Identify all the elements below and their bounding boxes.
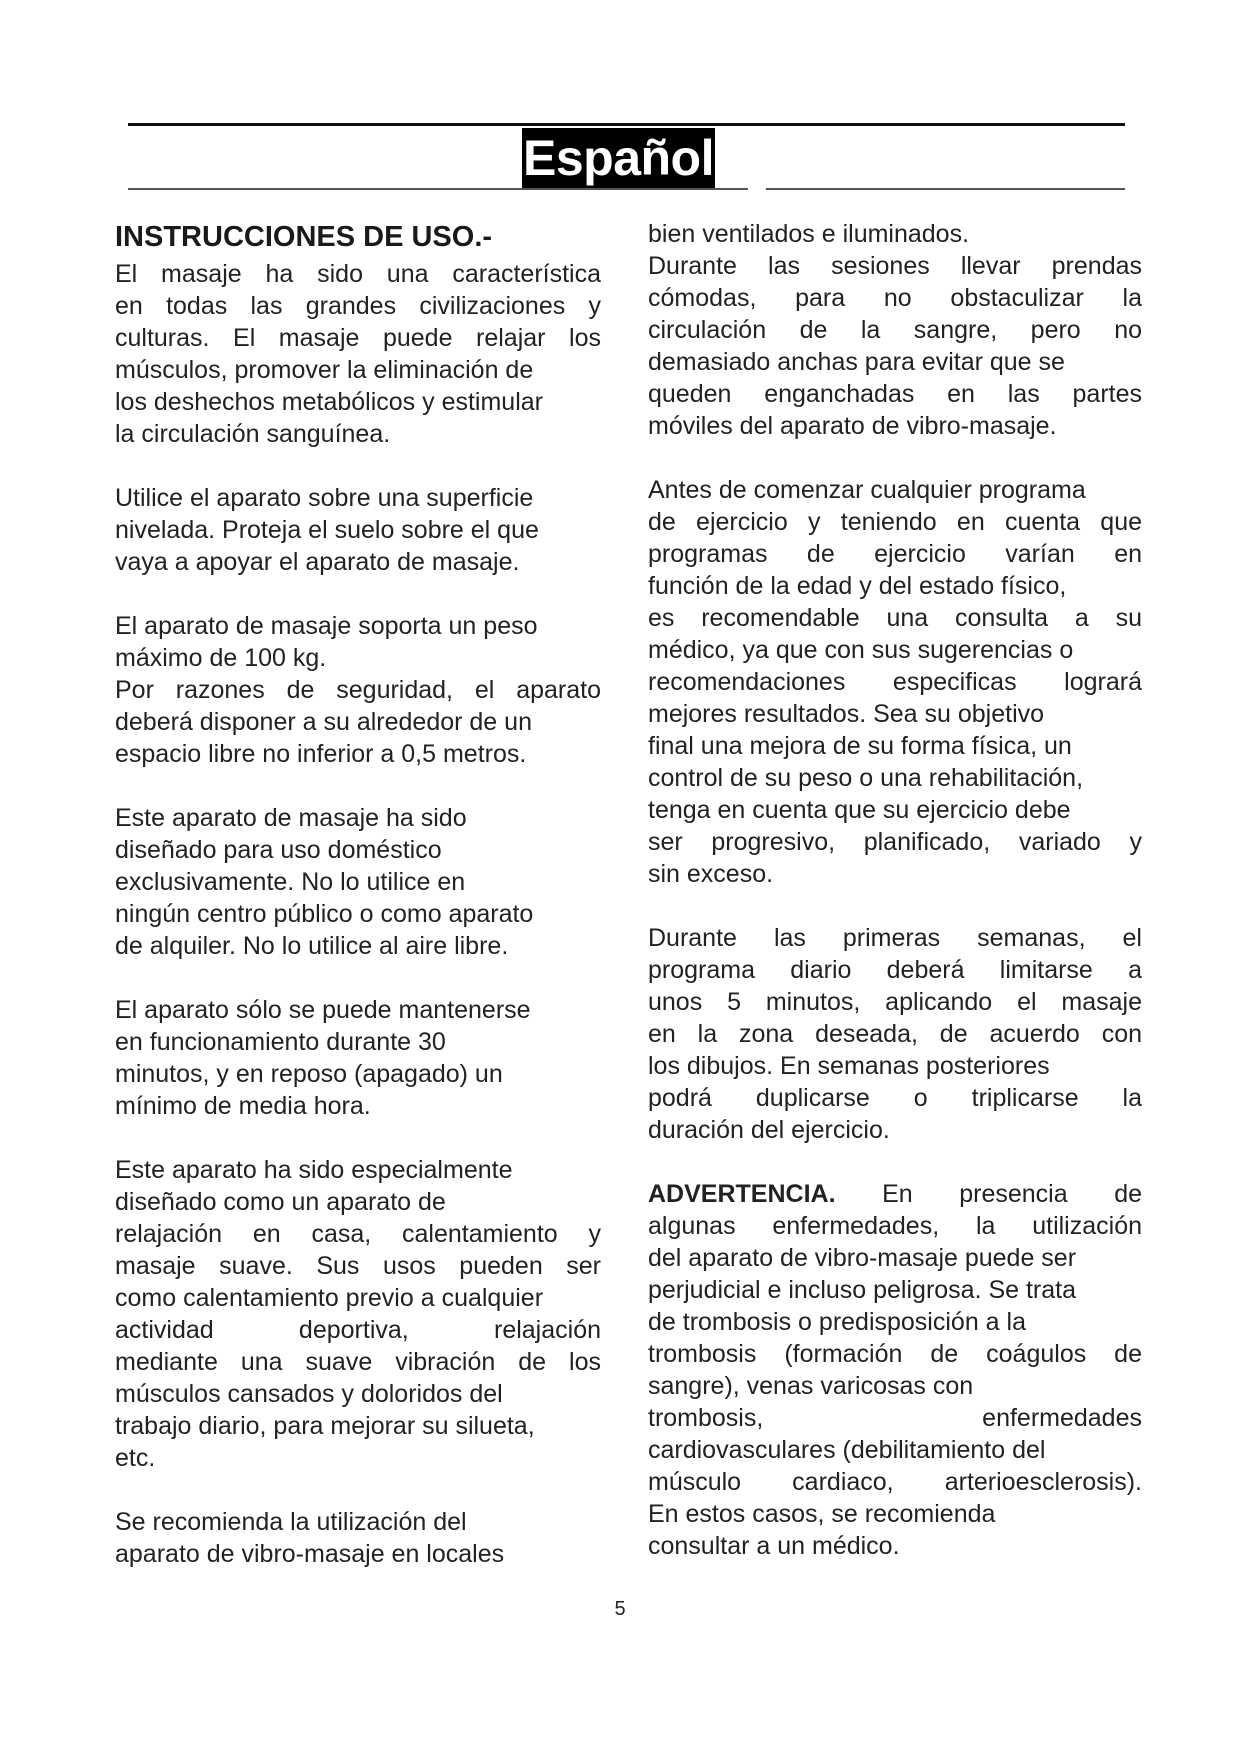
text-line: como calentamiento previo a cualquier (115, 1284, 544, 1312)
paragraph-gap (648, 890, 1142, 922)
text-line: cómodas, para no obstaculizar la (648, 284, 1142, 312)
text-line: mínimo de media hora. (115, 1092, 371, 1120)
text-line: cardiovasculares (debilitamiento del (648, 1436, 1046, 1464)
text-line: en la zona deseada, de acuerdo con (648, 1020, 1142, 1048)
text-line: los dibujos. En semanas posteriores (648, 1052, 1050, 1080)
text-line: trombosis, enfermedades (648, 1404, 1142, 1432)
text-line: Este aparato ha sido especialmente (115, 1156, 513, 1184)
text-line: trabajo diario, para mejorar su silueta, (115, 1412, 535, 1440)
paragraph-gap (115, 450, 601, 482)
text-line: final una mejora de su forma física, un (648, 732, 1072, 760)
text-line: programas de ejercicio varían en (648, 540, 1142, 568)
text-line: circulación de la sangre, pero no (648, 316, 1142, 344)
text-line: vaya a apoyar el aparato de masaje. (115, 548, 520, 576)
text-line: de trombosis o predisposición a la (648, 1308, 1026, 1336)
text-line: minutos, y en reposo (apagado) un (115, 1060, 503, 1088)
text-line: Antes de comenzar cualquier programa (648, 476, 1086, 504)
text-line: deberá disponer a su alrededor de un (115, 708, 532, 736)
text-line: unos 5 minutos, aplicando el masaje (648, 988, 1142, 1016)
text-line: en funcionamiento durante 30 (115, 1028, 446, 1056)
text-line: queden enganchadas en las partes (648, 380, 1142, 408)
paragraph-gap (115, 1122, 601, 1154)
text-line: perjudicial e incluso peligrosa. Se trata (648, 1276, 1077, 1304)
text-line: en todas las grandes civilizaciones y (115, 292, 601, 320)
text-line: Este aparato de masaje ha sido (115, 804, 467, 832)
text-line: actividad deportiva, relajación (115, 1316, 601, 1344)
paragraph-gap (648, 1146, 1142, 1178)
section-heading: INSTRUCCIONES DE USO.- (115, 221, 493, 253)
paragraph-gap (115, 962, 601, 994)
text-line: de ejercicio y teniendo en cuenta que (648, 508, 1142, 536)
warning-label: ADVERTENCIA. (648, 1180, 836, 1208)
text-line: relajación en casa, calentamiento y (115, 1220, 601, 1248)
text-line: aparato de vibro-masaje en locales (115, 1540, 505, 1568)
text-line: trombosis (formación de coágulos de (648, 1340, 1142, 1368)
right-column (648, 218, 1142, 1562)
text-line: Por razones de seguridad, el aparato (115, 676, 601, 704)
text-line: del aparato de vibro-masaje puede ser (648, 1244, 1077, 1272)
title-underline-left (128, 188, 748, 190)
text-line: Se recomienda la utilización del (115, 1508, 467, 1536)
paragraph-gap (115, 1474, 601, 1506)
paragraph-gap (115, 770, 601, 802)
text-line: la circulación sanguínea. (115, 420, 391, 448)
text-line: función de la edad y del estado físico, (648, 572, 1067, 600)
text-line: etc. (115, 1444, 156, 1472)
text-line: En estos casos, se recomienda (648, 1500, 996, 1528)
text-line: ningún centro público o como aparato (115, 900, 534, 928)
text-line: los deshechos metabólicos y estimular (115, 388, 543, 416)
text-line: músculos cansados y doloridos del (115, 1380, 503, 1408)
text-line: control de su peso o una rehabilitación, (648, 764, 1084, 792)
text-line: de alquiler. No lo utilice al aire libre. (115, 932, 509, 960)
text-line: ser progresivo, planificado, variado y (648, 828, 1142, 856)
text-line: recomendaciones especificas logrará (648, 668, 1142, 696)
text-line: bien ventilados e iluminados. (648, 220, 970, 248)
text-span: En presencia de (835, 1180, 1142, 1208)
text-line: tenga en cuenta que su ejercicio debe (648, 796, 1071, 824)
text-line: consultar a un médico. (648, 1532, 900, 1560)
text-line: podrá duplicarse o triplicarse la (648, 1084, 1142, 1112)
text-line: sangre), venas varicosas con (648, 1372, 974, 1400)
text-line: programa diario deberá limitarse a (648, 956, 1142, 984)
text-line: nivelada. Proteja el suelo sobre el que (115, 516, 539, 544)
text-line: Durante las primeras semanas, el (648, 924, 1142, 952)
page-number: 5 (614, 1598, 626, 1620)
text-line: músculos, promover la eliminación de (115, 356, 534, 384)
text-line: El aparato sólo se puede mantenerse (115, 996, 531, 1024)
text-line: Durante las sesiones llevar prendas (648, 252, 1142, 280)
text-line (648, 1178, 1142, 1210)
text-line: demasiado anchas para evitar que se (648, 348, 1065, 376)
text-line: algunas enfermedades, la utilización (648, 1212, 1142, 1240)
text-line: espacio libre no inferior a 0,5 metros. (115, 740, 527, 768)
text-line: máximo de 100 kg. (115, 644, 327, 672)
text-line: masaje suave. Sus usos pueden ser (115, 1252, 601, 1280)
paragraph-gap (115, 578, 601, 610)
top-rule (128, 123, 1125, 126)
text-line: móviles del aparato de vibro-masaje. (648, 412, 1057, 440)
text-line: Utilice el aparato sobre una superficie (115, 484, 534, 512)
text-line: médico, ya que con sus sugerencias o (648, 636, 1074, 664)
text-line: mejores resultados. Sea su objetivo (648, 700, 1045, 728)
left-column (115, 258, 601, 1570)
text-line: mediante una suave vibración de los (115, 1348, 601, 1376)
text-line: exclusivamente. No lo utilice en (115, 868, 466, 896)
text-line: El masaje ha sido una característica (115, 260, 601, 288)
text-line: culturas. El masaje puede relajar los (115, 324, 601, 352)
language-title: Español (523, 130, 714, 186)
text-line: músculo cardiaco, arterioesclerosis). (648, 1468, 1142, 1496)
title-underline-right (766, 188, 1125, 190)
text-line: sin exceso. (648, 860, 774, 888)
paragraph-gap (648, 442, 1142, 474)
text-line: diseñado para uso doméstico (115, 836, 442, 864)
text-line: es recomendable una consulta a su (648, 604, 1142, 632)
text-line: diseñado como un aparato de (115, 1188, 446, 1216)
text-line: duración del ejercicio. (648, 1116, 890, 1144)
text-line: El aparato de masaje soporta un peso (115, 612, 538, 640)
